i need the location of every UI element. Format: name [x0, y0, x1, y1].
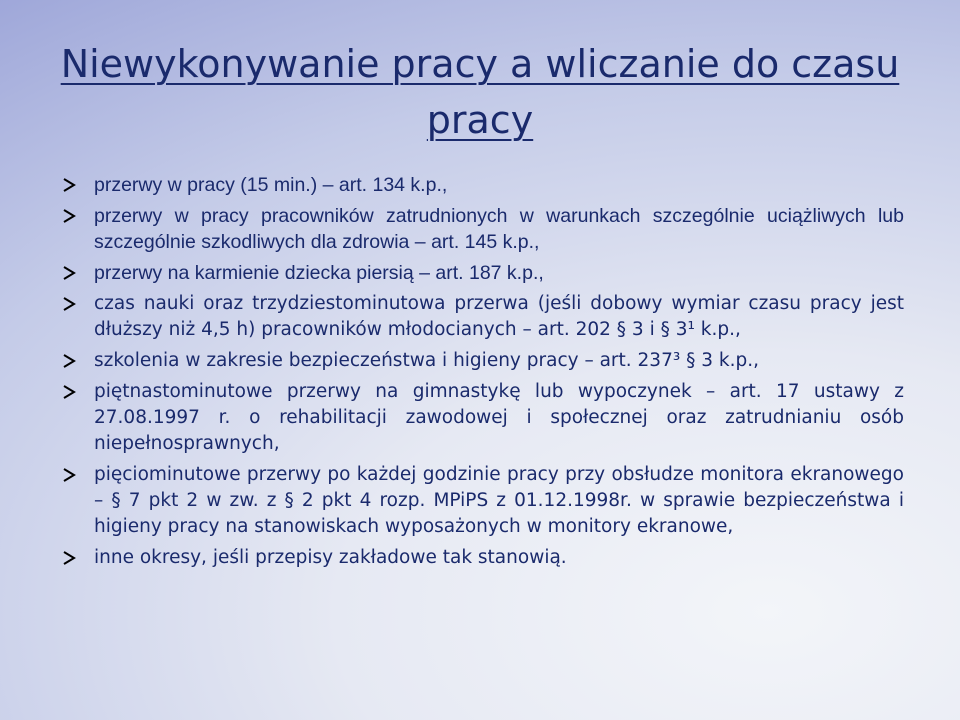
bullet-item	[62, 203, 904, 255]
bullet-text: przerwy w pracy (15 min.) – art. 134 k.p.,	[94, 174, 448, 196]
bullet-text: przerwy na karmienie dziecka piersią – art. 187 k.p.,	[94, 262, 544, 284]
bullet-text: inne okresy, jeśli przepisy zakładowe tak stanowią.	[94, 547, 567, 568]
bullet-item	[62, 260, 904, 286]
arrowhead-bullet-icon	[62, 468, 76, 482]
bullet-text: czas nauki oraz trzydziestominutowa przerwa (jeśli dobowy wymiar czasu pracy jest dłuższy niż 4,5 h) pracowników młodocianych – art. 202 § 3 i § 3¹ k.p.,	[94, 293, 904, 340]
bullet-item	[62, 348, 904, 374]
bullet-item	[62, 462, 904, 540]
bullet-text: szkolenia w zakresie bezpieczeństwa i higieny pracy – art. 237³ § 3 k.p.,	[94, 350, 760, 371]
bullet-item	[62, 545, 904, 571]
arrowhead-bullet-icon	[62, 178, 76, 192]
arrowhead-bullet-icon	[62, 266, 76, 280]
arrowhead-bullet-icon	[62, 354, 76, 368]
bullet-text: przerwy w pracy pracowników zatrudnionych w warunkach szczególnie uciążliwych lub szczególnie szkodliwych dla zdrowia – art. 145 k.p.,	[94, 205, 904, 253]
bullet-text: piętnastominutowe przerwy na gimnastykę lub wypoczynek – art. 17 ustawy z 27.08.1997 r. o rehabilitacji zawodowej i społecznej oraz zatrudnianiu osób niepełnosprawnych,	[94, 381, 904, 454]
bullet-item	[62, 379, 904, 457]
arrowhead-bullet-icon	[62, 297, 76, 311]
bullet-item	[62, 291, 904, 343]
arrowhead-bullet-icon	[62, 551, 76, 565]
slide-title: Niewykonywanie pracy a wliczanie do czasu pracy	[60, 42, 900, 142]
arrowhead-bullet-icon	[62, 209, 76, 223]
bullet-item	[62, 172, 904, 198]
bullet-text: pięciominutowe przerwy po każdej godzinie pracy przy obsłudze monitora ekranowego – § 7 pkt 2 w zw. z § 2 pkt 4 rozp. MPiPS z 01.12.1998r. w sprawie bezpieczeństwa i higieny pracy na stanowiskach wyposażonych w monitory ekranowe,	[94, 464, 904, 537]
arrowhead-bullet-icon	[62, 385, 76, 399]
bullet-list	[62, 172, 904, 576]
